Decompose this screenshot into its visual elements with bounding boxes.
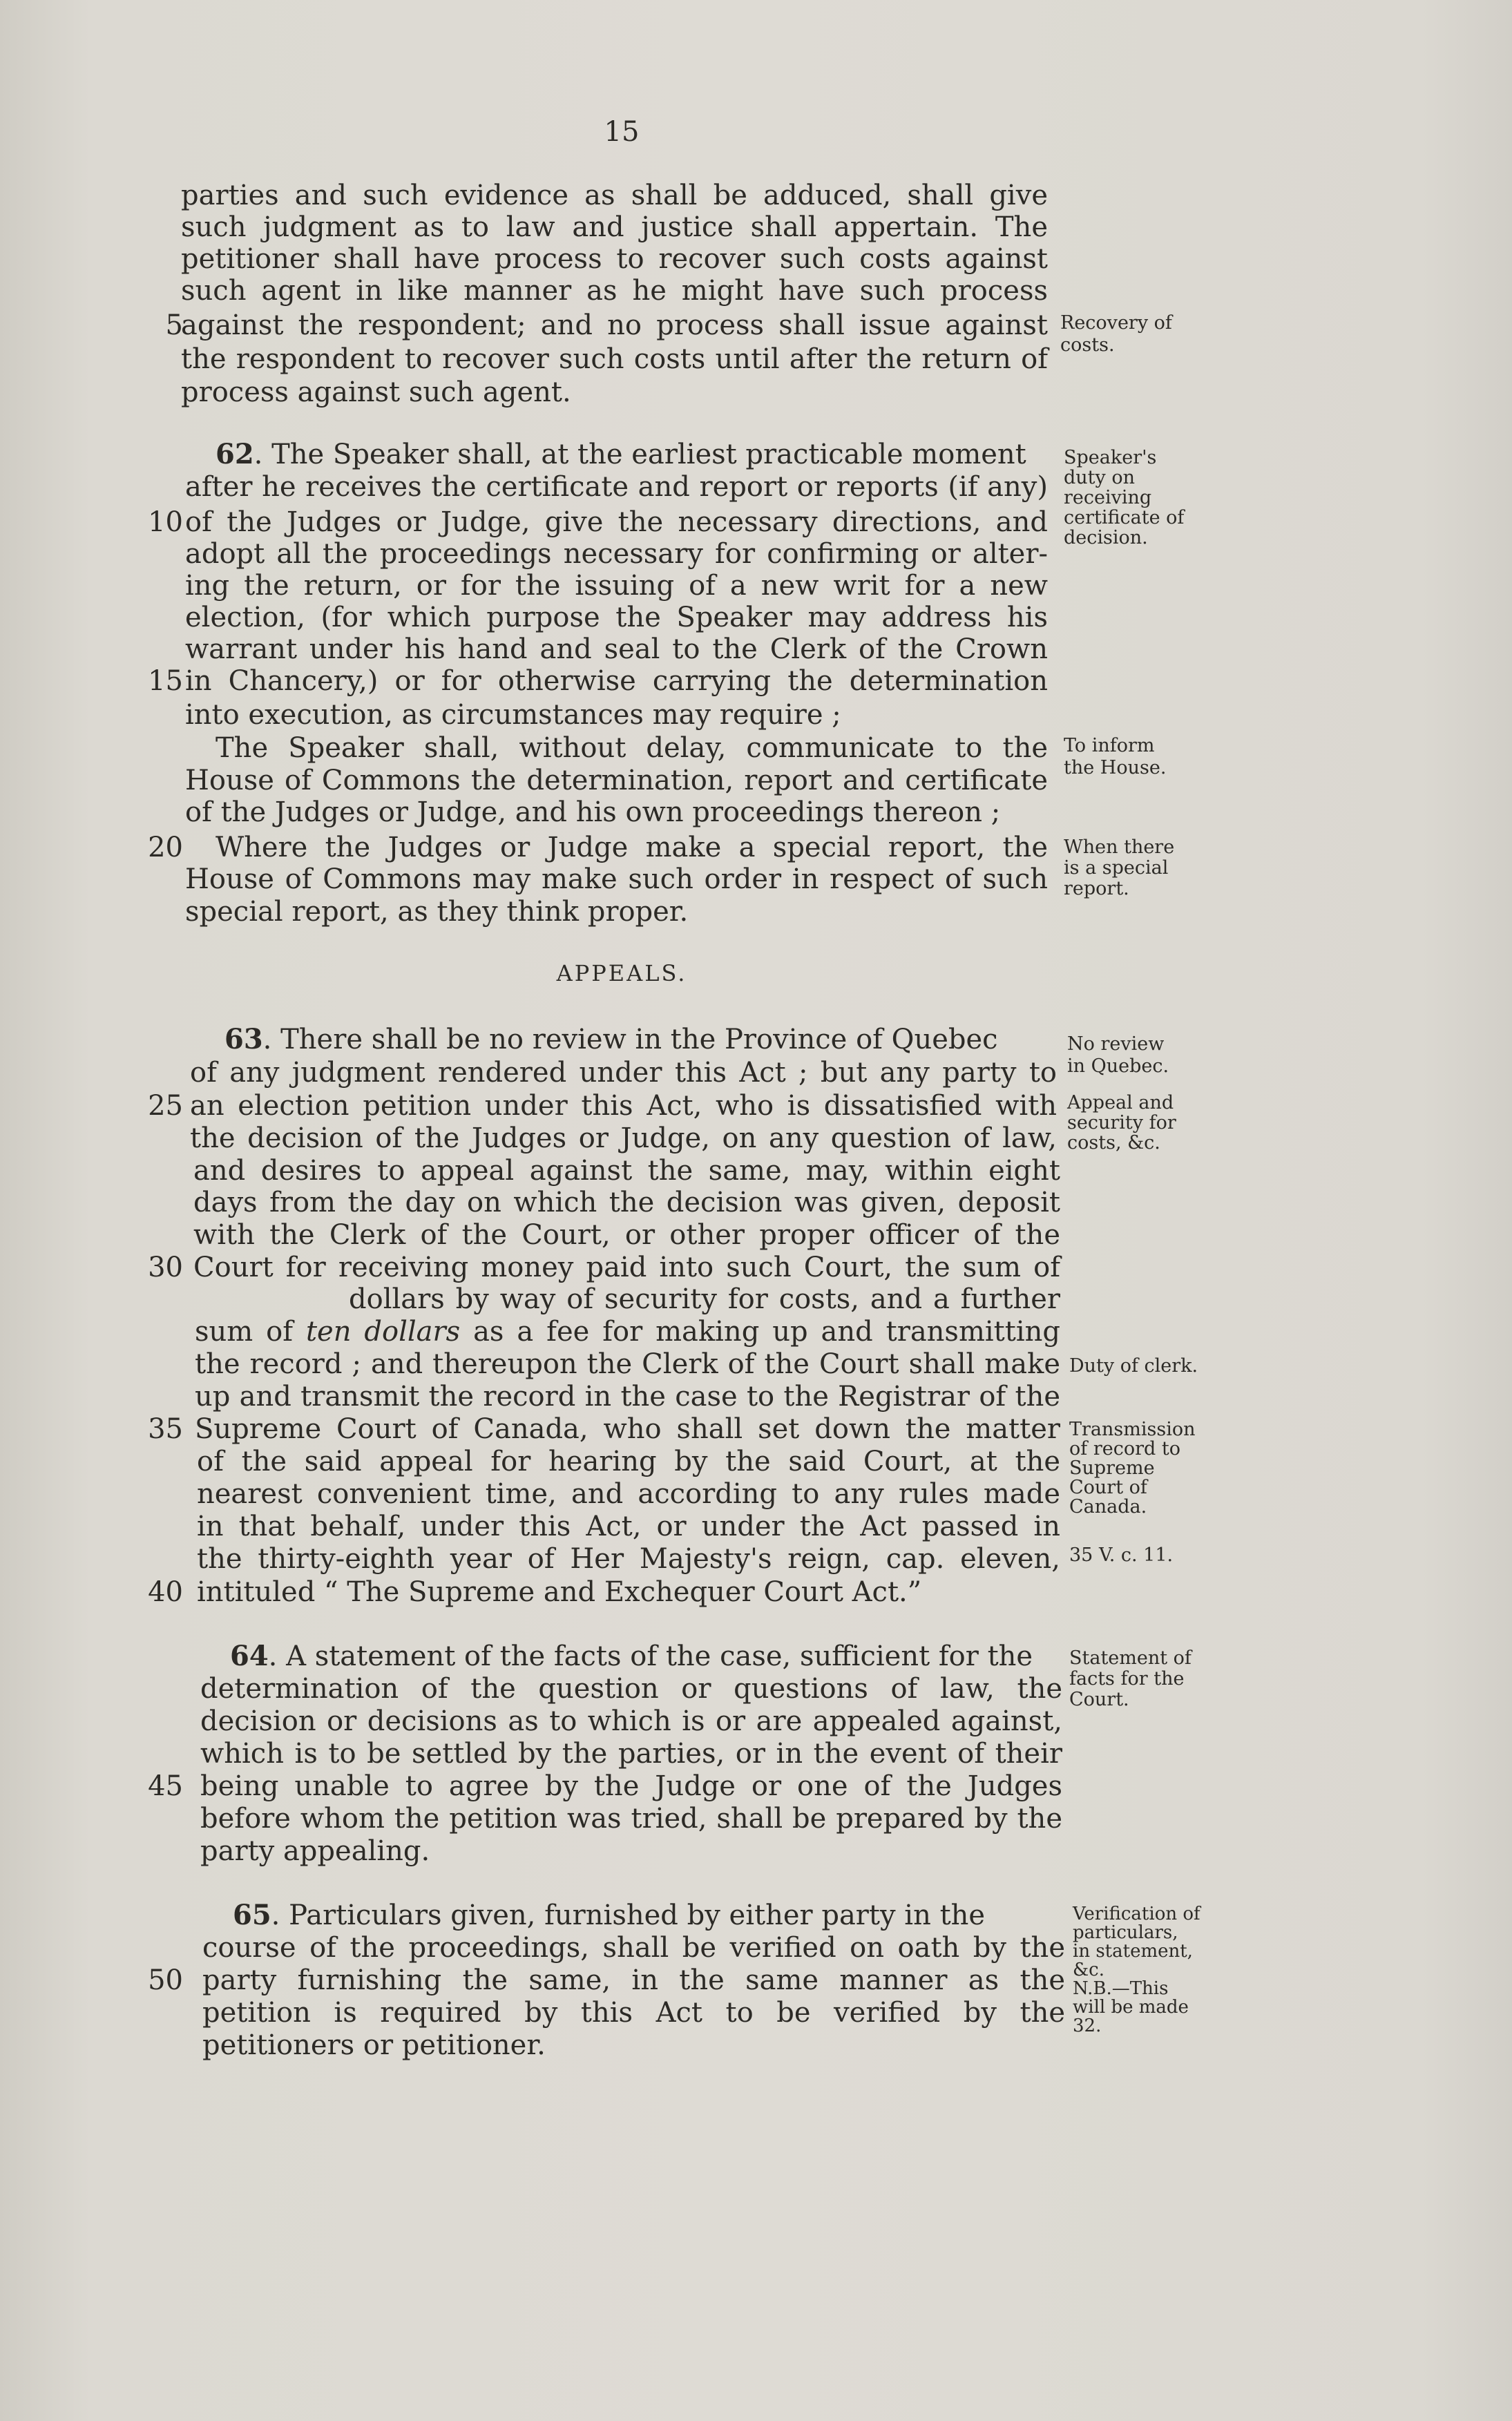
text-line: House of Commons may make such order in respect of such — [185, 863, 1048, 895]
text-line: of any judgment rendered under this Act ; but any party to — [190, 1057, 1057, 1089]
text-line: petitioner shall have process to recover such costs against — [181, 243, 1048, 275]
text-line: election, (for which purpose the Speaker may address his — [185, 602, 1048, 633]
text-line: and desires to appeal against the same, may, within eight — [193, 1155, 1060, 1187]
margin-note-transmission: Transmission of record to Supreme Court of Canada. — [1069, 1419, 1196, 1518]
text-line: course of the proceedings, shall be verified on oath by the — [202, 1932, 1065, 1964]
margin-note-verification: Verification of particulars, in statement, &c. N.B.—This will be made 32. — [1073, 1904, 1200, 2036]
line-number: 40 — [148, 1576, 183, 1608]
text-line: up and transmit the record in the case to the Registrar of the — [195, 1381, 1060, 1413]
section-64-first-line: 64. A statement of the facts of the case, sufficient for the — [230, 1640, 1033, 1672]
text-line: before whom the petition was tried, shall be prepared by the — [200, 1803, 1062, 1835]
text-line: such judgment as to law and justice shall appertain. The — [181, 211, 1048, 243]
page-number: 15 — [604, 116, 640, 148]
text-line: The Speaker shall, without delay, communicate to the — [216, 732, 1048, 764]
section-heading: APPEALS. — [556, 960, 687, 986]
text-line: intituled “ The Supreme and Exchequer Court Act.” — [197, 1576, 922, 1608]
text-line: against the respondent; and no process shall issue against — [181, 309, 1048, 341]
text-line: petition is required by this Act to be verified by the — [202, 1997, 1065, 2029]
line-number: 30 — [148, 1252, 183, 1283]
text-line: of the said appeal for hearing by the said Court, at the — [197, 1446, 1060, 1477]
margin-note-duty-of-clerk: Duty of clerk. — [1069, 1355, 1198, 1377]
text-line: days from the day on which the decision was given, deposit — [193, 1187, 1060, 1218]
text-line: the thirty-eighth year of Her Majesty's reign, cap. eleven, — [197, 1543, 1060, 1575]
text-line: the decision of the Judges or Judge, on any question of law, — [190, 1122, 1057, 1154]
line-number: 25 — [148, 1090, 183, 1122]
section-number: 62 — [216, 438, 254, 470]
text-line: with the Clerk of the Court, or other proper officer of the — [193, 1219, 1060, 1251]
text-line: Court for receiving money paid into such Court, the sum of — [193, 1252, 1060, 1283]
line-number: 20 — [148, 832, 183, 863]
text-line: special report, as they think proper. — [185, 896, 689, 928]
line-number: 50 — [148, 1964, 183, 1996]
text-line: in Chancery,) or for otherwise carrying the determination — [185, 665, 1048, 697]
margin-note-statute: 35 V. c. 11. — [1069, 1544, 1174, 1566]
text-line-ten-dollars: sum of ten dollars as a fee for making up and transmitting — [195, 1316, 1060, 1348]
margin-note-no-review: No review in Quebec. — [1067, 1033, 1169, 1077]
section-number: 65 — [233, 1899, 271, 1931]
text-line: of the Judges or Judge, and his own proceedings thereon ; — [185, 796, 1001, 828]
text-line: Where the Judges or Judge make a special report, the — [216, 832, 1048, 863]
text-line: into execution, as circumstances may require ; — [185, 699, 841, 731]
margin-note-special-report: When there is a special report. — [1064, 836, 1175, 899]
section-63-first-line: 63. There shall be no review in the Province of Quebec — [224, 1023, 998, 1055]
text-line: House of Commons the determination, report and certificate — [185, 765, 1048, 796]
margin-note-inform-house: To inform the House. — [1064, 735, 1167, 778]
text-line: ing the return, or for the issuing of a new writ for a new — [185, 570, 1048, 602]
text-line: in that behalf, under this Act, or under the Act passed in — [197, 1511, 1060, 1542]
text-line: party appealing. — [200, 1835, 430, 1867]
line-number: 10 — [148, 506, 183, 538]
section-65-first-line: 65. Particulars given, furnished by either party in the — [233, 1899, 986, 1931]
text-line: determination of the question or questions of law, the — [200, 1673, 1062, 1705]
line-number: 45 — [148, 1770, 183, 1802]
text-line: an election petition under this Act, who is dissatisfied with — [190, 1090, 1057, 1122]
text-line: after he receives the certificate and report or reports (if any) — [185, 471, 1048, 503]
margin-note-appeal: Appeal and security for costs, &c. — [1067, 1092, 1176, 1154]
text-line: such agent in like manner as he might have such process — [181, 275, 1048, 307]
section-number: 63 — [224, 1023, 263, 1055]
text-line: which is to be settled by the parties, or in the event of their — [200, 1738, 1062, 1770]
text-line: dollars by way of security for costs, and a further — [349, 1283, 1060, 1315]
section-62-first-line: 62. The Speaker shall, at the earliest practicable moment — [216, 438, 1026, 470]
text-line: nearest convenient time, and according to any rules made — [197, 1478, 1060, 1510]
text-line: party furnishing the same, in the same manner as the — [202, 1964, 1065, 1996]
line-number: 35 — [148, 1413, 183, 1445]
text-line: being unable to agree by the Judge or one of the Judges — [200, 1770, 1062, 1802]
text-line: petitioners or petitioner. — [202, 2029, 546, 2061]
section-number: 64 — [230, 1640, 269, 1672]
text-line: decision or decisions as to which is or are appealed against, — [200, 1705, 1062, 1737]
text-line: the respondent to recover such costs until after the return of — [181, 343, 1048, 375]
line-number: 15 — [148, 665, 183, 697]
text-line: the record ; and thereupon the Clerk of the Court shall make — [195, 1348, 1060, 1380]
text-line: Supreme Court of Canada, who shall set down the matter — [195, 1413, 1060, 1445]
text-line: process against such agent. — [181, 376, 571, 408]
margin-note-speaker-duty: Speaker's duty on receiving certificate of decision. — [1064, 447, 1185, 548]
margin-note-statement: Statement of facts for the Court. — [1069, 1647, 1192, 1710]
text-line: adopt all the proceedings necessary for confirming or alter- — [185, 538, 1048, 570]
line-number: 5 — [165, 309, 183, 341]
margin-note-recovery: Recovery of costs. — [1060, 312, 1172, 356]
text-line: parties and such evidence as shall be adduced, shall give — [181, 180, 1048, 211]
text-line: of the Judges or Judge, give the necessary directions, and — [185, 506, 1048, 538]
text-line: warrant under his hand and seal to the Clerk of the Crown — [185, 633, 1048, 665]
